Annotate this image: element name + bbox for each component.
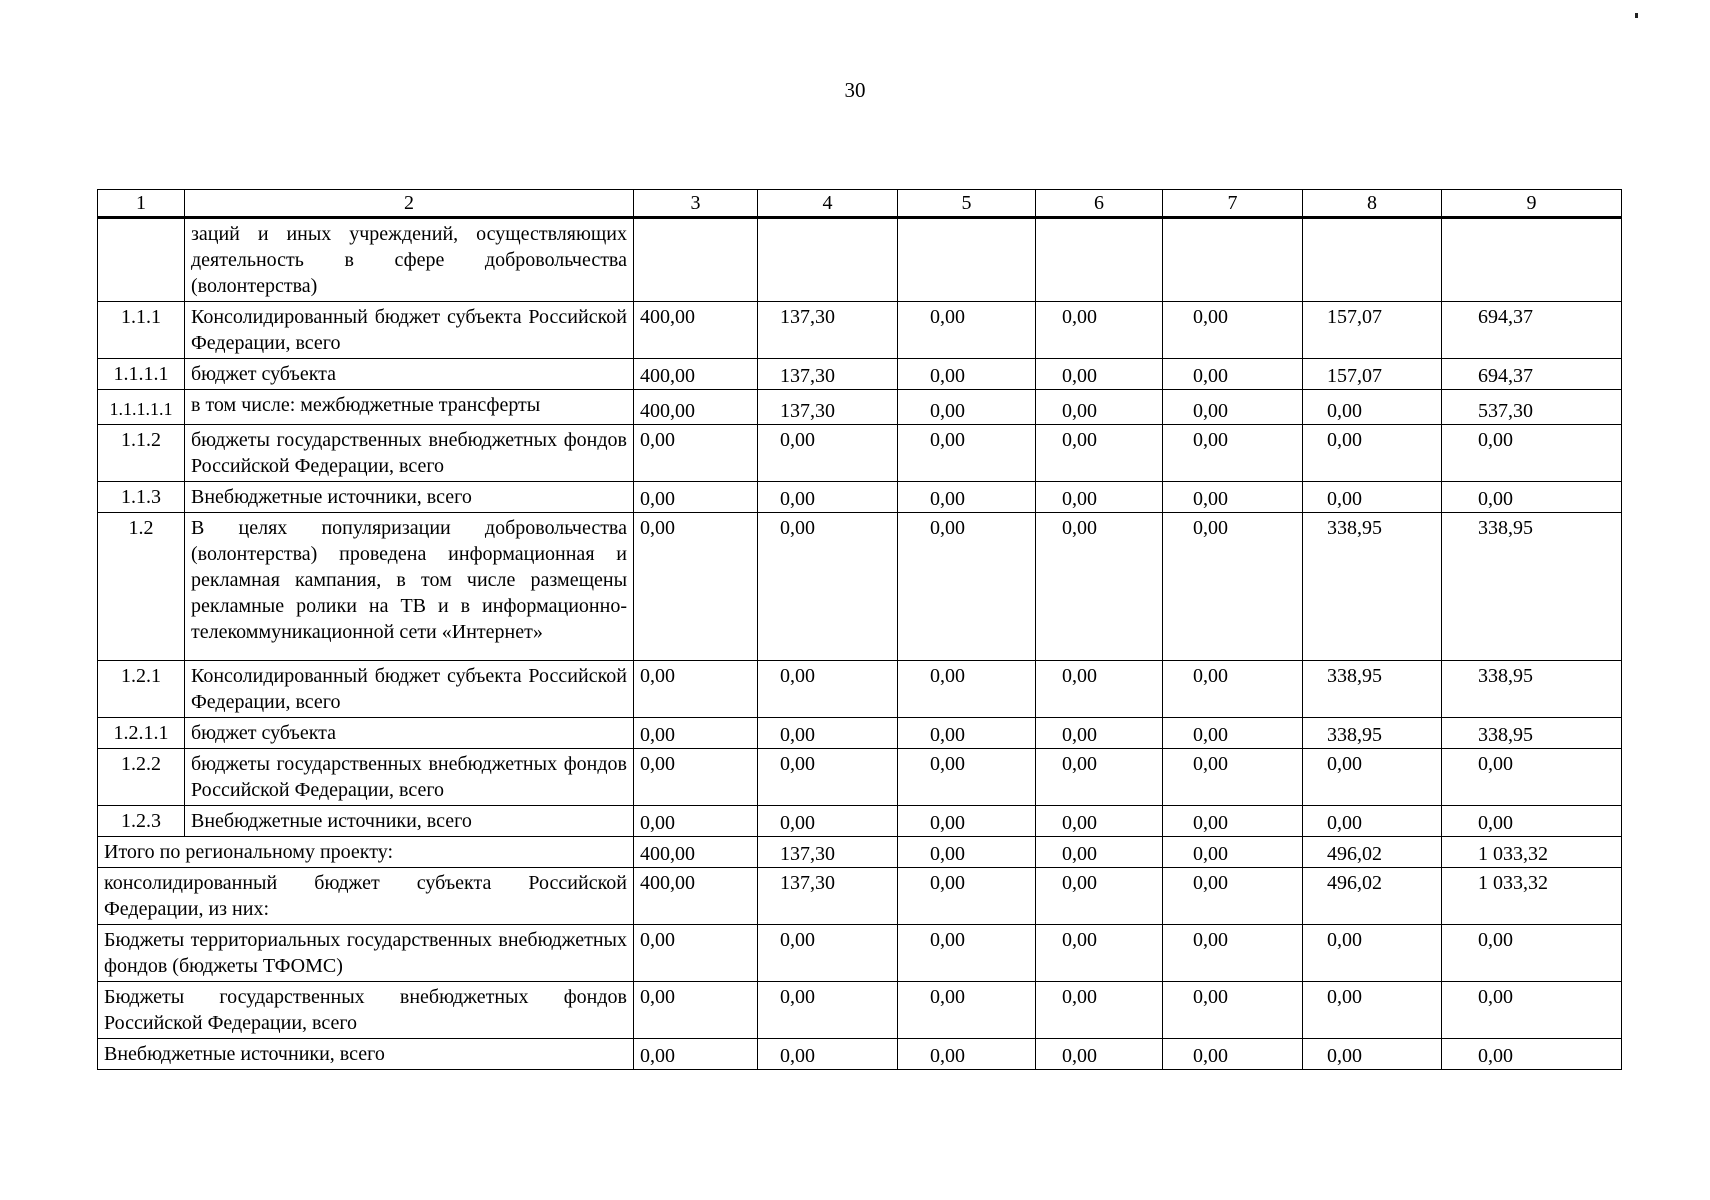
summary-value-cell: 0,00 (898, 925, 1036, 982)
value-cell: 537,30 (1442, 390, 1622, 425)
summary-value-cell: 0,00 (898, 982, 1036, 1039)
value-cell: 0,00 (898, 806, 1036, 837)
column-header: 4 (758, 190, 898, 218)
row-code: 1.2.2 (98, 749, 185, 806)
page-number: 30 (844, 78, 866, 102)
value-cell: 0,00 (1163, 425, 1303, 482)
summary-label: Итого по региональному проекту: (98, 837, 634, 868)
summary-row (98, 868, 1622, 925)
value-cell: 0,00 (1036, 718, 1163, 749)
summary-value-cell: 0,00 (1036, 868, 1163, 925)
value-cell (1036, 218, 1163, 302)
value-cell: 0,00 (634, 425, 758, 482)
summary-label: консолидированный бюджет субъекта Российской Федерации, из них: (98, 868, 634, 925)
value-cell: 0,00 (758, 513, 898, 661)
value-cell: 0,00 (1303, 806, 1442, 837)
value-cell (1442, 218, 1622, 302)
value-cell: 0,00 (1163, 661, 1303, 718)
row-code: 1.1.1.1 (98, 359, 185, 390)
table-row (98, 482, 1622, 513)
summary-value-cell: 0,00 (634, 1039, 758, 1070)
summary-value-cell: 0,00 (1036, 982, 1163, 1039)
value-cell: 0,00 (758, 749, 898, 806)
value-cell: 0,00 (898, 390, 1036, 425)
table-row (98, 302, 1622, 359)
summary-value-cell: 1 033,32 (1442, 868, 1622, 925)
summary-value-cell: 0,00 (634, 982, 758, 1039)
value-cell: 157,07 (1303, 302, 1442, 359)
value-cell: 0,00 (1036, 749, 1163, 806)
value-cell: 0,00 (898, 302, 1036, 359)
row-code: 1.1.1 (98, 302, 185, 359)
value-cell: 0,00 (634, 661, 758, 718)
row-description: в том числе: межбюджетные трансферты (185, 390, 634, 425)
summary-value-cell: 0,00 (1163, 925, 1303, 982)
table-row (98, 749, 1622, 806)
summary-value-cell: 400,00 (634, 868, 758, 925)
summary-value-cell: 0,00 (1036, 925, 1163, 982)
row-description: Консолидированный бюджет субъекта Российской Федерации, всего (185, 302, 634, 359)
summary-value-cell: 0,00 (758, 982, 898, 1039)
row-code: 1.1.2 (98, 425, 185, 482)
summary-value-cell: 496,02 (1303, 837, 1442, 868)
value-cell: 400,00 (634, 359, 758, 390)
table-row (98, 390, 1622, 425)
value-cell: 0,00 (1442, 806, 1622, 837)
row-code: 1.1.3 (98, 482, 185, 513)
value-cell: 0,00 (634, 718, 758, 749)
summary-row (98, 982, 1622, 1039)
column-header: 9 (1442, 190, 1622, 218)
value-cell: 0,00 (898, 359, 1036, 390)
column-header: 8 (1303, 190, 1442, 218)
value-cell: 0,00 (758, 425, 898, 482)
summary-value-cell: 0,00 (1303, 925, 1442, 982)
column-header: 3 (634, 190, 758, 218)
row-code (98, 218, 185, 302)
value-cell: 0,00 (898, 749, 1036, 806)
value-cell: 0,00 (898, 425, 1036, 482)
summary-value-cell: 0,00 (1036, 1039, 1163, 1070)
row-description: бюджет субъекта (185, 359, 634, 390)
summary-value-cell: 137,30 (758, 837, 898, 868)
value-cell: 0,00 (1036, 513, 1163, 661)
summary-value-cell: 0,00 (1163, 1039, 1303, 1070)
value-cell: 0,00 (1163, 513, 1303, 661)
value-cell: 694,37 (1442, 302, 1622, 359)
value-cell: 0,00 (1036, 390, 1163, 425)
value-cell: 0,00 (898, 718, 1036, 749)
value-cell: 0,00 (898, 661, 1036, 718)
summary-label: Бюджеты территориальных государственных внебюджетных фондов (бюджеты ТФОМС) (98, 925, 634, 982)
value-cell: 0,00 (758, 661, 898, 718)
value-cell: 0,00 (898, 513, 1036, 661)
summary-value-cell: 400,00 (634, 837, 758, 868)
value-cell: 338,95 (1303, 661, 1442, 718)
row-code: 1.2.1.1 (98, 718, 185, 749)
value-cell: 338,95 (1442, 661, 1622, 718)
table-row (98, 359, 1622, 390)
summary-value-cell: 0,00 (1163, 837, 1303, 868)
value-cell: 0,00 (1303, 482, 1442, 513)
summary-value-cell: 0,00 (758, 925, 898, 982)
row-code: 1.2.3 (98, 806, 185, 837)
table-row (98, 661, 1622, 718)
value-cell: 137,30 (758, 359, 898, 390)
value-cell: 0,00 (634, 482, 758, 513)
row-description: Внебюджетные источники, всего (185, 806, 634, 837)
financing-table (97, 189, 1622, 1070)
value-cell (1163, 218, 1303, 302)
summary-value-cell: 0,00 (1442, 982, 1622, 1039)
value-cell: 338,95 (1303, 718, 1442, 749)
value-cell: 0,00 (1036, 359, 1163, 390)
summary-value-cell: 0,00 (1442, 925, 1622, 982)
row-description: Внебюджетные источники, всего (185, 482, 634, 513)
value-cell: 0,00 (758, 482, 898, 513)
summary-value-cell: 0,00 (1163, 982, 1303, 1039)
summary-value-cell: 0,00 (898, 837, 1036, 868)
summary-value-cell: 496,02 (1303, 868, 1442, 925)
value-cell: 0,00 (1036, 806, 1163, 837)
value-cell: 0,00 (1163, 302, 1303, 359)
summary-value-cell: 0,00 (1303, 1039, 1442, 1070)
value-cell: 0,00 (1036, 482, 1163, 513)
value-cell (758, 218, 898, 302)
value-cell (898, 218, 1036, 302)
column-header: 1 (98, 190, 185, 218)
summary-value-cell: 0,00 (1303, 982, 1442, 1039)
row-description: В целях популяризации добровольчества (волонтерства) проведена информационная и рекламная кампания, в том числе размещены рекламные ролики на ТВ и в информационно-телекоммуникационной сети «Интернет» (185, 513, 634, 661)
table-body (98, 190, 1622, 1070)
value-cell: 694,37 (1442, 359, 1622, 390)
summary-value-cell: 137,30 (758, 868, 898, 925)
value-cell: 0,00 (1036, 661, 1163, 718)
value-cell: 0,00 (1163, 749, 1303, 806)
table-row (98, 425, 1622, 482)
summary-value-cell: 0,00 (1163, 868, 1303, 925)
value-cell: 0,00 (1442, 482, 1622, 513)
value-cell: 0,00 (1442, 749, 1622, 806)
column-header: 6 (1036, 190, 1163, 218)
column-number-row (98, 190, 1622, 218)
column-header: 7 (1163, 190, 1303, 218)
summary-value-cell: 1 033,32 (1442, 837, 1622, 868)
row-description: бюджеты государственных внебюджетных фондов Российской Федерации, всего (185, 425, 634, 482)
table-row (98, 718, 1622, 749)
value-cell: 0,00 (1163, 718, 1303, 749)
value-cell: 0,00 (1303, 390, 1442, 425)
row-description: бюджет субъекта (185, 718, 634, 749)
value-cell: 0,00 (758, 806, 898, 837)
row-description: заций и иных учреждений, осуществляющих деятельность в сфере добровольчества (волонтерства) (185, 218, 634, 302)
table-row (98, 218, 1622, 302)
summary-row (98, 1039, 1622, 1070)
summary-label: Внебюджетные источники, всего (98, 1039, 634, 1070)
value-cell (1303, 218, 1442, 302)
value-cell: 0,00 (1163, 482, 1303, 513)
scan-mark (1635, 13, 1638, 18)
value-cell: 0,00 (1442, 425, 1622, 482)
value-cell: 0,00 (1303, 749, 1442, 806)
summary-value-cell: 0,00 (1442, 1039, 1622, 1070)
value-cell (634, 218, 758, 302)
row-code: 1.2.1 (98, 661, 185, 718)
value-cell: 0,00 (634, 806, 758, 837)
value-cell: 0,00 (1036, 302, 1163, 359)
summary-value-cell: 0,00 (898, 1039, 1036, 1070)
value-cell: 338,95 (1442, 513, 1622, 661)
value-cell: 400,00 (634, 302, 758, 359)
value-cell: 0,00 (898, 482, 1036, 513)
value-cell: 338,95 (1303, 513, 1442, 661)
summary-value-cell: 0,00 (1036, 837, 1163, 868)
value-cell: 0,00 (1163, 390, 1303, 425)
value-cell: 0,00 (1303, 425, 1442, 482)
row-description: Консолидированный бюджет субъекта Российской Федерации, всего (185, 661, 634, 718)
summary-label: Бюджеты государственных внебюджетных фондов Российской Федерации, всего (98, 982, 634, 1039)
value-cell: 137,30 (758, 302, 898, 359)
row-description: бюджеты государственных внебюджетных фондов Российской Федерации, всего (185, 749, 634, 806)
summary-value-cell: 0,00 (634, 925, 758, 982)
column-header: 5 (898, 190, 1036, 218)
summary-row (98, 925, 1622, 982)
value-cell: 0,00 (634, 513, 758, 661)
value-cell: 137,30 (758, 390, 898, 425)
summary-value-cell: 0,00 (758, 1039, 898, 1070)
row-code: 1.2 (98, 513, 185, 661)
value-cell: 0,00 (758, 718, 898, 749)
value-cell: 0,00 (634, 749, 758, 806)
value-cell: 0,00 (1036, 425, 1163, 482)
value-cell: 0,00 (1163, 359, 1303, 390)
value-cell: 157,07 (1303, 359, 1442, 390)
table-row (98, 513, 1622, 661)
row-code: 1.1.1.1.1 (98, 390, 185, 425)
column-header: 2 (185, 190, 634, 218)
table-row (98, 806, 1622, 837)
value-cell: 0,00 (1163, 806, 1303, 837)
value-cell: 400,00 (634, 390, 758, 425)
value-cell: 338,95 (1442, 718, 1622, 749)
summary-row (98, 837, 1622, 868)
summary-value-cell: 0,00 (898, 868, 1036, 925)
